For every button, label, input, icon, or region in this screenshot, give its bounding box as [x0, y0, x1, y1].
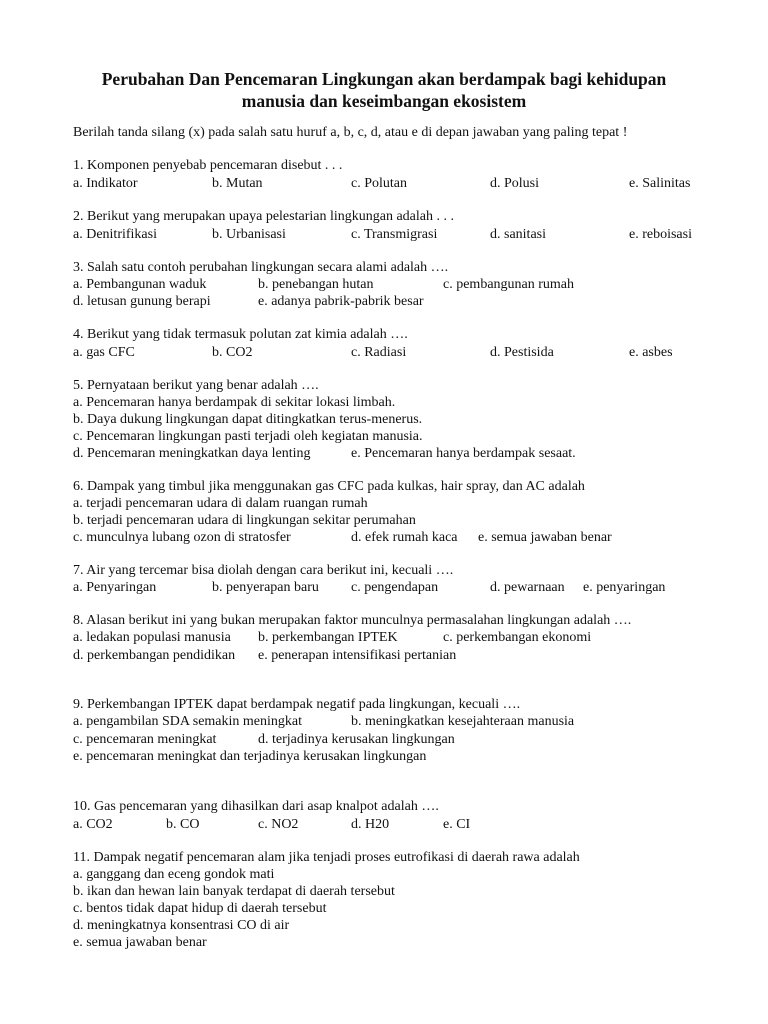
question-7: 7. Air yang tercemar bisa diolah dengan cara berikut ini, kecuali ….: [73, 563, 454, 578]
option: b. perkembangan IPTEK: [258, 630, 398, 645]
option: a. CO2: [73, 817, 113, 832]
question-4: 4. Berikut yang tidak termasuk polutan zat kimia adalah ….: [73, 327, 408, 342]
option: b. CO2: [212, 345, 253, 360]
option: c. pengendapan: [351, 580, 439, 595]
question-9: 9. Perkembangan IPTEK dapat berdampak negatif pada lingkungan, kecuali ….: [73, 697, 521, 712]
question-10: 10. Gas pencemaran yang dihasilkan dari asap knalpot adalah ….: [73, 799, 439, 814]
question-8: 8. Alasan berikut ini yang bukan merupakan faktor munculnya permasalahan lingkungan adalah ….: [73, 613, 632, 628]
option: a. Pencemaran hanya berdampak di sekitar lokasi limbah.: [73, 395, 396, 410]
option: c. pembangunan rumah: [443, 277, 575, 292]
option: b. Mutan: [212, 176, 263, 191]
option: b. Urbanisasi: [212, 227, 286, 242]
title-line-2: manusia dan keseimbangan ekosistem: [241, 91, 527, 111]
option: a. gas CFC: [73, 345, 135, 360]
question-2: 2. Berikut yang merupakan upaya pelestarian lingkungan adalah . . .: [73, 209, 454, 224]
question-1: 1. Komponen penyebab pencemaran disebut . . .: [73, 158, 343, 173]
option: d. perkembangan pendidikan: [73, 648, 236, 663]
instruction: Berilah tanda silang (x) pada salah satu huruf a, b, c, d, atau e di depan jawaban yang paling tepat !: [73, 125, 628, 140]
option: d. meningkatnya konsentrasi CO di air: [73, 918, 290, 933]
option: c. Pencemaran lingkungan pasti terjadi oleh kegiatan manusia.: [73, 429, 423, 444]
option: c. NO2: [258, 817, 299, 832]
option: c. Polutan: [351, 176, 407, 191]
option: e. Salinitas: [629, 176, 691, 191]
option: a. Pembangunan waduk: [73, 277, 207, 292]
option: e. asbes: [629, 345, 673, 360]
option: b. Daya dukung lingkungan dapat ditingkatkan terus-menerus.: [73, 412, 423, 427]
option: e. Pencemaran hanya berdampak sesaat.: [351, 446, 576, 461]
question-11: 11. Dampak negatif pencemaran alam jika tenjadi proses eutrofikasi di daerah rawa adalah: [73, 850, 580, 865]
option: e. adanya pabrik-pabrik besar: [258, 294, 424, 309]
option: e. reboisasi: [629, 227, 692, 242]
option: b. penebangan hutan: [258, 277, 374, 292]
option: c. Transmigrasi: [351, 227, 438, 242]
option: e. semua jawaban benar: [73, 935, 207, 950]
option: a. Denitrifikasi: [73, 227, 157, 242]
title-line-1: Perubahan Dan Pencemaran Lingkungan akan berdampak bagi kehidupan: [101, 69, 667, 89]
option: a. ganggang dan eceng gondok mati: [73, 867, 275, 882]
option: c. pencemaran meningkat: [73, 732, 217, 747]
question-3: 3. Salah satu contoh perubahan lingkungan secara alami adalah ….: [73, 260, 449, 275]
option: b. ikan dan hewan lain banyak terdapat di daerah tersebut: [73, 884, 395, 899]
option: c. perkembangan ekonomi: [443, 630, 592, 645]
option: b. penyerapan baru: [212, 580, 319, 595]
option: a. Penyaringan: [73, 580, 157, 595]
option: e. pencemaran meningkat dan terjadinya kerusakan lingkungan: [73, 749, 427, 764]
option: d. efek rumah kaca: [351, 530, 458, 545]
option: a. terjadi pencemaran udara di dalam ruangan rumah: [73, 496, 368, 511]
option: e. penyaringan: [583, 580, 666, 595]
option: a. Indikator: [73, 176, 138, 191]
option: d. Pestisida: [490, 345, 554, 360]
option: e. semua jawaban benar: [478, 530, 612, 545]
option: c. bentos tidak dapat hidup di daerah tersebut: [73, 901, 327, 916]
option: d. terjadinya kerusakan lingkungan: [258, 732, 455, 747]
page-title: [60, 68, 708, 112]
option: e. penerapan intensifikasi pertanian: [258, 648, 457, 663]
question-6: 6. Dampak yang timbul jika menggunakan gas CFC pada kulkas, hair spray, dan AC adalah: [73, 479, 585, 494]
option: b. meningkatkan kesejahteraan manusia: [351, 714, 575, 729]
option: d. pewarnaan: [490, 580, 565, 595]
option: e. CI: [443, 817, 471, 832]
option: d. Polusi: [490, 176, 540, 191]
option: c. munculnya lubang ozon di stratosfer: [73, 530, 291, 545]
option: b. CO: [166, 817, 200, 832]
option: c. Radiasi: [351, 345, 407, 360]
option: d. letusan gunung berapi: [73, 294, 211, 309]
option: b. terjadi pencemaran udara di lingkungan sekitar perumahan: [73, 513, 416, 528]
option: a. pengambilan SDA semakin meningkat: [73, 714, 303, 729]
question-5: 5. Pernyataan berikut yang benar adalah ….: [73, 378, 319, 393]
option: d. Pencemaran meningkatkan daya lenting: [73, 446, 311, 461]
option: d. sanitasi: [490, 227, 546, 242]
option: a. ledakan populasi manusia: [73, 630, 231, 645]
option: d. H20: [351, 817, 390, 832]
